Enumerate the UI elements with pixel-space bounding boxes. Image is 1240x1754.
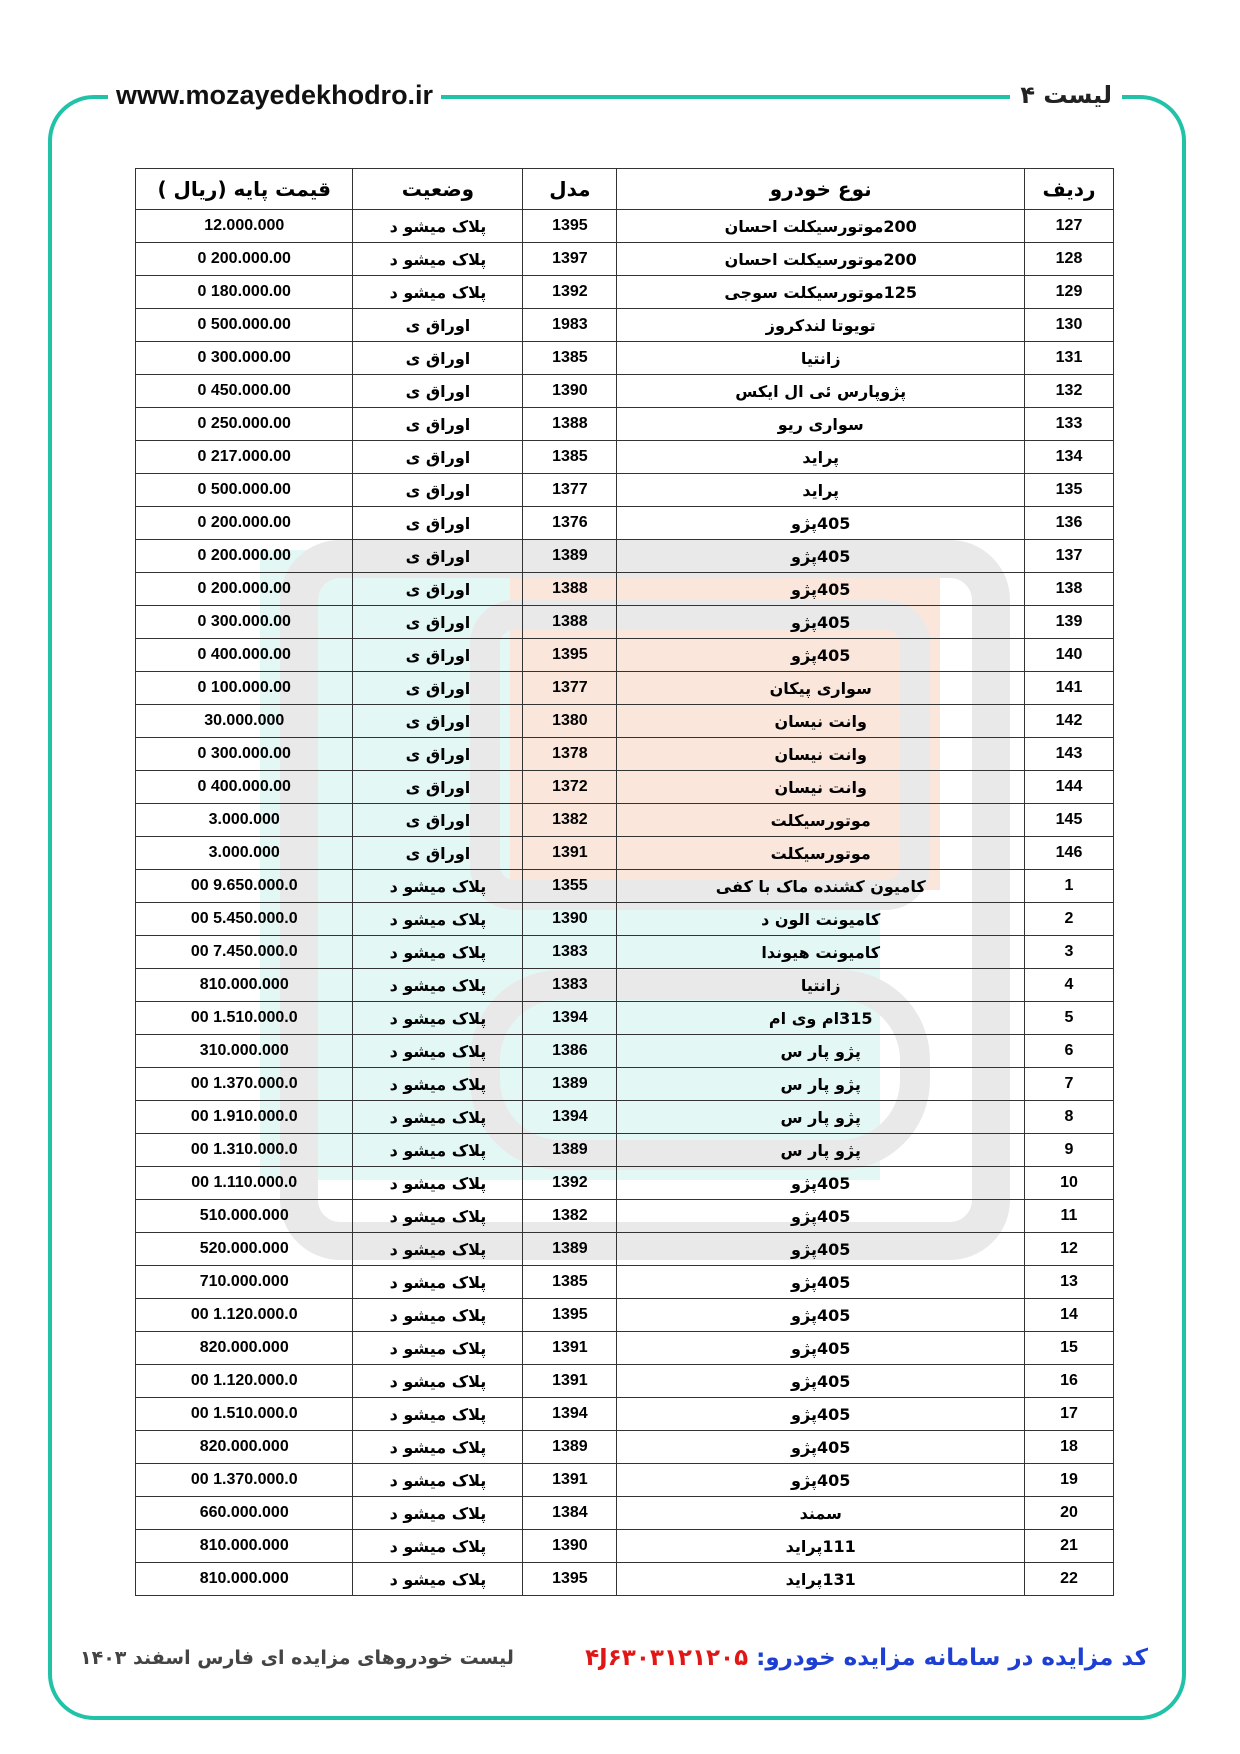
vehicle-status: پلاک میشو د (353, 276, 523, 309)
base-price: 520.000.000 (136, 1233, 353, 1266)
row-number: 22 (1025, 1563, 1114, 1596)
vehicle-status: اوراق ی (353, 474, 523, 507)
vehicle-name: پراید (617, 474, 1025, 507)
vehicle-name: 405پژو (617, 573, 1025, 606)
row-number: 8 (1025, 1101, 1114, 1134)
row-number: 144 (1025, 771, 1114, 804)
table-row (136, 1398, 1114, 1431)
row-number: 19 (1025, 1464, 1114, 1497)
vehicle-status: اوراق ی (353, 309, 523, 342)
vehicle-name: کامیونت هیوندا (617, 936, 1025, 969)
vehicle-name: 405پژو (617, 1464, 1025, 1497)
base-price: 300.000.00 0 (136, 606, 353, 639)
vehicle-name: پژو پار س (617, 1101, 1025, 1134)
vehicle-status: پلاک میشو د (353, 1398, 523, 1431)
row-number: 134 (1025, 441, 1114, 474)
vehicle-name: وانت نیسان (617, 738, 1025, 771)
table-row (136, 474, 1114, 507)
base-price: 300.000.00 0 (136, 738, 353, 771)
model-year: 1380 (523, 705, 617, 738)
base-price: 820.000.000 (136, 1431, 353, 1464)
table-row (136, 342, 1114, 375)
base-price: 180.000.00 0 (136, 276, 353, 309)
base-price: 1.110.000.0 00 (136, 1167, 353, 1200)
row-number: 135 (1025, 474, 1114, 507)
model-year: 1395 (523, 639, 617, 672)
model-year: 1382 (523, 1200, 617, 1233)
vehicle-status: پلاک میشو د (353, 243, 523, 276)
model-year: 1389 (523, 1068, 617, 1101)
table-row (136, 573, 1114, 606)
auction-code (585, 1641, 1148, 1675)
table-row (136, 1464, 1114, 1497)
model-year: 1389 (523, 1134, 617, 1167)
vehicle-name: 131پراید (617, 1563, 1025, 1596)
vehicle-name: پژو پار س (617, 1134, 1025, 1167)
table-row (136, 507, 1114, 540)
table-row (136, 1068, 1114, 1101)
base-price: 1.510.000.0 00 (136, 1398, 353, 1431)
row-number: 12 (1025, 1233, 1114, 1266)
vehicle-status: پلاک میشو د (353, 969, 523, 1002)
row-number: 4 (1025, 969, 1114, 1002)
vehicle-name: 200موتورسیکلت احسان (617, 210, 1025, 243)
vehicle-status: پلاک میشو د (353, 1266, 523, 1299)
table-row (136, 672, 1114, 705)
table-row (136, 1530, 1114, 1563)
vehicle-name: 111پراید (617, 1530, 1025, 1563)
vehicle-status: پلاک میشو د (353, 1365, 523, 1398)
vehicle-name: سواری ریو (617, 408, 1025, 441)
vehicle-status: اوراق ی (353, 738, 523, 771)
vehicle-name: 125موتورسیکلت سوجی (617, 276, 1025, 309)
vehicle-status: اوراق ی (353, 342, 523, 375)
vehicle-name: موتورسیکلت (617, 837, 1025, 870)
header-price: قیمت پایه (ریال ) (136, 169, 353, 210)
model-year: 1383 (523, 936, 617, 969)
base-price: 1.120.000.0 00 (136, 1299, 353, 1332)
model-year: 1391 (523, 1464, 617, 1497)
base-price: 250.000.00 0 (136, 408, 353, 441)
base-price: 1.370.000.0 00 (136, 1068, 353, 1101)
model-year: 1395 (523, 1563, 617, 1596)
model-year: 1390 (523, 375, 617, 408)
vehicle-name: سمند (617, 1497, 1025, 1530)
vehicle-status: پلاک میشو د (353, 1431, 523, 1464)
vehicle-name: 405پژو (617, 1233, 1025, 1266)
model-year: 1385 (523, 342, 617, 375)
base-price: 217.000.00 0 (136, 441, 353, 474)
base-price: 5.450.000.0 00 (136, 903, 353, 936)
model-year: 1385 (523, 1266, 617, 1299)
footer-title: لیست خودروهای مزایده ای فارس اسفند ۱۴۰۳ (80, 1647, 514, 1669)
row-number: 2 (1025, 903, 1114, 936)
model-year: 1983 (523, 309, 617, 342)
row-number: 11 (1025, 1200, 1114, 1233)
table-row (136, 705, 1114, 738)
base-price: 200.000.00 0 (136, 540, 353, 573)
base-price: 100.000.00 0 (136, 672, 353, 705)
vehicle-status: پلاک میشو د (353, 1233, 523, 1266)
row-number: 142 (1025, 705, 1114, 738)
auction-code-label: کد مزایده در سامانه مزایده خودرو: (756, 1645, 1148, 1671)
site-url: www.mozayedekhodro.ir (108, 78, 441, 112)
base-price: 200.000.00 0 (136, 573, 353, 606)
row-number: 128 (1025, 243, 1114, 276)
base-price: 3.000.000 (136, 804, 353, 837)
vehicle-name: پژوپارس ئی ال ایکس (617, 375, 1025, 408)
row-number: 17 (1025, 1398, 1114, 1431)
vehicle-name: 405پژو (617, 1398, 1025, 1431)
vehicle-name: 405پژو (617, 1200, 1025, 1233)
table-row (136, 210, 1114, 243)
base-price: 30.000.000 (136, 705, 353, 738)
row-number: 136 (1025, 507, 1114, 540)
row-number: 16 (1025, 1365, 1114, 1398)
model-year: 1395 (523, 210, 617, 243)
model-year: 1372 (523, 771, 617, 804)
row-number: 129 (1025, 276, 1114, 309)
model-year: 1390 (523, 1530, 617, 1563)
vehicle-name: کامیونت الون د (617, 903, 1025, 936)
model-year: 1378 (523, 738, 617, 771)
vehicle-status: اوراق ی (353, 639, 523, 672)
model-year: 1395 (523, 1299, 617, 1332)
row-number: 139 (1025, 606, 1114, 639)
base-price: 660.000.000 (136, 1497, 353, 1530)
table-row (136, 1497, 1114, 1530)
vehicle-name: 405پژو (617, 1167, 1025, 1200)
model-year: 1394 (523, 1101, 617, 1134)
vehicle-status: پلاک میشو د (353, 1332, 523, 1365)
vehicle-name: 405پژو (617, 606, 1025, 639)
model-year: 1389 (523, 540, 617, 573)
table-row (136, 738, 1114, 771)
row-number: 132 (1025, 375, 1114, 408)
vehicle-name: 200موتورسیکلت احسان (617, 243, 1025, 276)
model-year: 1397 (523, 243, 617, 276)
vehicle-status: اوراق ی (353, 573, 523, 606)
base-price: 710.000.000 (136, 1266, 353, 1299)
row-number: 20 (1025, 1497, 1114, 1530)
vehicle-status: پلاک میشو د (353, 1200, 523, 1233)
vehicle-table (135, 168, 1114, 1596)
base-price: 1.510.000.0 00 (136, 1002, 353, 1035)
vehicle-status: پلاک میشو د (353, 1002, 523, 1035)
base-price: 450.000.00 0 (136, 375, 353, 408)
vehicle-name: زانتیا (617, 342, 1025, 375)
vehicle-status: اوراق ی (353, 804, 523, 837)
base-price: 200.000.00 0 (136, 507, 353, 540)
row-number: 130 (1025, 309, 1114, 342)
header-status: وضعیت (353, 169, 523, 210)
base-price: 500.000.00 0 (136, 474, 353, 507)
base-price: 3.000.000 (136, 837, 353, 870)
table-row (136, 606, 1114, 639)
row-number: 131 (1025, 342, 1114, 375)
row-number: 140 (1025, 639, 1114, 672)
row-number: 13 (1025, 1266, 1114, 1299)
row-number: 143 (1025, 738, 1114, 771)
table-row (136, 1167, 1114, 1200)
vehicle-status: اوراق ی (353, 507, 523, 540)
table-row (136, 903, 1114, 936)
base-price: 810.000.000 (136, 1563, 353, 1596)
table-row (136, 1200, 1114, 1233)
model-year: 1388 (523, 573, 617, 606)
vehicle-name: وانت نیسان (617, 771, 1025, 804)
model-year: 1394 (523, 1002, 617, 1035)
table-row (136, 870, 1114, 903)
table-row (136, 1035, 1114, 1068)
vehicle-status: اوراق ی (353, 606, 523, 639)
base-price: 810.000.000 (136, 969, 353, 1002)
table-row (136, 540, 1114, 573)
vehicle-status: اوراق ی (353, 441, 523, 474)
model-year: 1377 (523, 672, 617, 705)
header-row-no: ردیف (1025, 169, 1114, 210)
model-year: 1383 (523, 969, 617, 1002)
base-price: 7.450.000.0 00 (136, 936, 353, 969)
vehicle-status: اوراق ی (353, 837, 523, 870)
table-header-row (136, 169, 1114, 210)
table-row (136, 276, 1114, 309)
table-row (136, 1266, 1114, 1299)
table-row (136, 1299, 1114, 1332)
table-row (136, 375, 1114, 408)
row-number: 3 (1025, 936, 1114, 969)
vehicle-name: موتورسیکلت (617, 804, 1025, 837)
base-price: 1.370.000.0 00 (136, 1464, 353, 1497)
model-year: 1376 (523, 507, 617, 540)
model-year: 1391 (523, 1365, 617, 1398)
model-year: 1388 (523, 408, 617, 441)
row-number: 6 (1025, 1035, 1114, 1068)
table-row (136, 837, 1114, 870)
row-number: 127 (1025, 210, 1114, 243)
header-model: مدل (523, 169, 617, 210)
vehicle-status: اوراق ی (353, 705, 523, 738)
base-price: 400.000.00 0 (136, 639, 353, 672)
row-number: 137 (1025, 540, 1114, 573)
vehicle-status: اوراق ی (353, 672, 523, 705)
model-year: 1382 (523, 804, 617, 837)
row-number: 133 (1025, 408, 1114, 441)
table-body (136, 210, 1114, 1596)
base-price: 500.000.00 0 (136, 309, 353, 342)
model-year: 1377 (523, 474, 617, 507)
row-number: 7 (1025, 1068, 1114, 1101)
model-year: 1386 (523, 1035, 617, 1068)
row-number: 9 (1025, 1134, 1114, 1167)
vehicle-status: پلاک میشو د (353, 1068, 523, 1101)
vehicle-status: اوراق ی (353, 375, 523, 408)
base-price: 810.000.000 (136, 1530, 353, 1563)
table-row (136, 408, 1114, 441)
vehicle-status: پلاک میشو د (353, 1497, 523, 1530)
row-number: 10 (1025, 1167, 1114, 1200)
table-row (136, 1332, 1114, 1365)
vehicle-name: 405پژو (617, 540, 1025, 573)
vehicle-name: 405پژو (617, 1332, 1025, 1365)
table-row (136, 1233, 1114, 1266)
base-price: 1.910.000.0 00 (136, 1101, 353, 1134)
model-year: 1384 (523, 1497, 617, 1530)
vehicle-name: زانتیا (617, 969, 1025, 1002)
vehicle-name: سواری پیکان (617, 672, 1025, 705)
table-row (136, 441, 1114, 474)
vehicle-status: اوراق ی (353, 540, 523, 573)
base-price: 200.000.00 0 (136, 243, 353, 276)
vehicle-name: وانت نیسان (617, 705, 1025, 738)
base-price: 9.650.000.0 00 (136, 870, 353, 903)
base-price: 1.120.000.0 00 (136, 1365, 353, 1398)
table-row (136, 309, 1114, 342)
vehicle-name: پژو پار س (617, 1068, 1025, 1101)
base-price: 300.000.00 0 (136, 342, 353, 375)
vehicle-status: اوراق ی (353, 771, 523, 804)
vehicle-name: پراید (617, 441, 1025, 474)
base-price: 510.000.000 (136, 1200, 353, 1233)
row-number: 5 (1025, 1002, 1114, 1035)
vehicle-status: پلاک میشو د (353, 1563, 523, 1596)
vehicle-status: اوراق ی (353, 408, 523, 441)
vehicle-status: پلاک میشو د (353, 1134, 523, 1167)
table-row (136, 804, 1114, 837)
model-year: 1391 (523, 837, 617, 870)
vehicle-name: 405پژو (617, 1365, 1025, 1398)
vehicle-status: پلاک میشو د (353, 936, 523, 969)
base-price: 12.000.000 (136, 210, 353, 243)
row-number: 138 (1025, 573, 1114, 606)
row-number: 14 (1025, 1299, 1114, 1332)
model-year: 1389 (523, 1233, 617, 1266)
model-year: 1392 (523, 276, 617, 309)
model-year: 1389 (523, 1431, 617, 1464)
header-vehicle: نوع خودرو (617, 169, 1025, 210)
model-year: 1390 (523, 903, 617, 936)
table-row (136, 1002, 1114, 1035)
vehicle-status: پلاک میشو د (353, 210, 523, 243)
list-label: لیست ۴ (1010, 78, 1122, 112)
vehicle-status: پلاک میشو د (353, 1299, 523, 1332)
model-year: 1388 (523, 606, 617, 639)
table-row (136, 1365, 1114, 1398)
row-number: 145 (1025, 804, 1114, 837)
vehicle-status: پلاک میشو د (353, 1530, 523, 1563)
model-year: 1394 (523, 1398, 617, 1431)
base-price: 310.000.000 (136, 1035, 353, 1068)
vehicle-status: پلاک میشو د (353, 1464, 523, 1497)
row-number: 146 (1025, 837, 1114, 870)
base-price: 1.310.000.0 00 (136, 1134, 353, 1167)
vehicle-status: پلاک میشو د (353, 903, 523, 936)
vehicle-status: پلاک میشو د (353, 870, 523, 903)
row-number: 15 (1025, 1332, 1114, 1365)
auction-code-value: ۴J۶۳۰۳۱۲۱۲۰۵ (585, 1645, 749, 1671)
vehicle-name: کامیون کشنده ماک با کفی (617, 870, 1025, 903)
model-year: 1355 (523, 870, 617, 903)
vehicle-name: 405پژو (617, 507, 1025, 540)
base-price: 820.000.000 (136, 1332, 353, 1365)
table-row (136, 639, 1114, 672)
vehicle-status: پلاک میشو د (353, 1167, 523, 1200)
vehicle-name: 405پژو (617, 1266, 1025, 1299)
vehicle-status: پلاک میشو د (353, 1101, 523, 1134)
model-year: 1392 (523, 1167, 617, 1200)
row-number: 18 (1025, 1431, 1114, 1464)
vehicle-name: 405پژو (617, 1299, 1025, 1332)
table-row (136, 1563, 1114, 1596)
vehicle-name: 405پژو (617, 639, 1025, 672)
vehicle-name: 405پژو (617, 1431, 1025, 1464)
vehicle-name: تویوتا لندکروز (617, 309, 1025, 342)
vehicle-name: پژو پار س (617, 1035, 1025, 1068)
table-row (136, 1101, 1114, 1134)
vehicle-name: 315ام وی ام (617, 1002, 1025, 1035)
row-number: 141 (1025, 672, 1114, 705)
table-row (136, 936, 1114, 969)
vehicle-status: پلاک میشو د (353, 1035, 523, 1068)
base-price: 400.000.00 0 (136, 771, 353, 804)
table-row (136, 1134, 1114, 1167)
model-year: 1391 (523, 1332, 617, 1365)
row-number: 1 (1025, 870, 1114, 903)
model-year: 1385 (523, 441, 617, 474)
table-row (136, 243, 1114, 276)
row-number: 21 (1025, 1530, 1114, 1563)
table-row (136, 771, 1114, 804)
table-row (136, 1431, 1114, 1464)
table-row (136, 969, 1114, 1002)
